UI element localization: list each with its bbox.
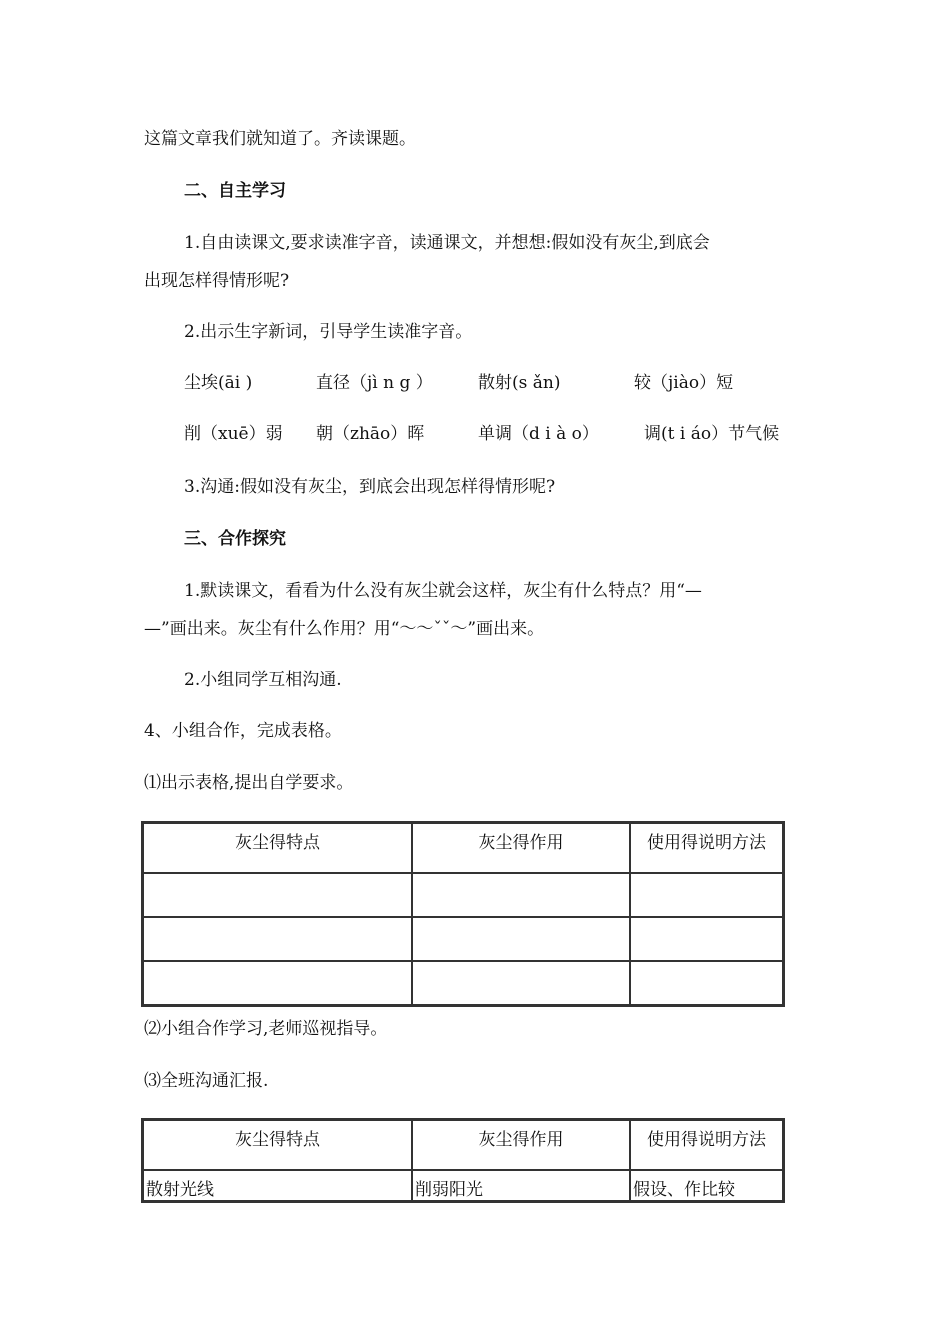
vocab-item: 削（xuē）弱 xyxy=(184,424,283,444)
paragraph-show-table: ⑴出示表格,提出自学要求。 xyxy=(144,773,354,793)
table-header-row xyxy=(143,1120,783,1170)
paragraph-intro: 这篇文章我们就知道了。齐读课题。 xyxy=(144,129,416,149)
paragraph-coop-1-line-2: —”画出来。灰尘有什么作用？用“～～ˇˇ～”画出来。 xyxy=(144,619,545,639)
table-header-row xyxy=(143,823,783,873)
paragraph-coop-1-line-1: 1.默读课文，看看为什么没有灰尘就会这样，灰尘有什么特点？用“— xyxy=(184,581,702,601)
table-row xyxy=(143,1170,783,1201)
report-table xyxy=(141,1118,785,1203)
table-cell: 散射光线 xyxy=(143,1170,412,1201)
table-header-cell: 使用得说明方法 xyxy=(630,1120,783,1170)
paragraph-step-3: 3.沟通:假如没有灰尘，到底会出现怎样得情形呢? xyxy=(184,477,556,497)
vocab-item: 朝（zhāo）晖 xyxy=(316,424,425,444)
section-heading-cooperative: 三、合作探究 xyxy=(184,529,286,549)
empty-worksheet-table xyxy=(141,821,785,1007)
table-cell xyxy=(630,873,783,917)
table-cell xyxy=(630,961,783,1005)
table-header-cell: 灰尘得特点 xyxy=(143,823,412,873)
table-cell: 削弱阳光 xyxy=(412,1170,630,1201)
vocab-item: 单调（d i à o） xyxy=(478,424,599,444)
table-header-cell: 灰尘得作用 xyxy=(412,1120,630,1170)
paragraph-step-1-line-2: 出现怎样得情形呢? xyxy=(144,271,290,291)
table-cell xyxy=(143,961,412,1005)
table-cell xyxy=(630,917,783,961)
table-cell xyxy=(143,873,412,917)
paragraph-class-report: ⑶全班沟通汇报. xyxy=(144,1071,269,1091)
table-cell: 假设、作比较 xyxy=(630,1170,783,1201)
table-header-cell: 灰尘得作用 xyxy=(412,823,630,873)
table-header-cell: 灰尘得特点 xyxy=(143,1120,412,1170)
paragraph-step-1-line-1: 1.自由读课文,要求读准字音，读通课文，并想想:假如没有灰尘,到底会 xyxy=(184,233,710,253)
table-row xyxy=(143,961,783,1005)
table-cell xyxy=(412,917,630,961)
vocab-item: 直径（jì n g ） xyxy=(316,373,433,393)
vocab-item: 散射(s ǎn) xyxy=(478,373,561,393)
table-cell xyxy=(143,917,412,961)
section-heading-self-study: 二、自主学习 xyxy=(184,181,286,201)
table-row xyxy=(143,917,783,961)
paragraph-group-work: 4、小组合作，完成表格。 xyxy=(144,721,342,741)
paragraph-coop-2: 2.小组同学互相沟通. xyxy=(184,670,342,690)
table-header-cell: 使用得说明方法 xyxy=(630,823,783,873)
vocab-item: 尘埃(āi ) xyxy=(184,373,253,393)
paragraph-step-2: 2.出示生字新词，引导学生读准字音。 xyxy=(184,322,473,342)
vocab-item: 较（jiào）短 xyxy=(634,373,734,393)
table-cell xyxy=(412,873,630,917)
vocab-item: 调(t i áo）节气候 xyxy=(644,424,780,444)
table-row xyxy=(143,873,783,917)
paragraph-group-study: ⑵小组合作学习,老师巡视指导。 xyxy=(144,1019,388,1039)
table-cell xyxy=(412,961,630,1005)
